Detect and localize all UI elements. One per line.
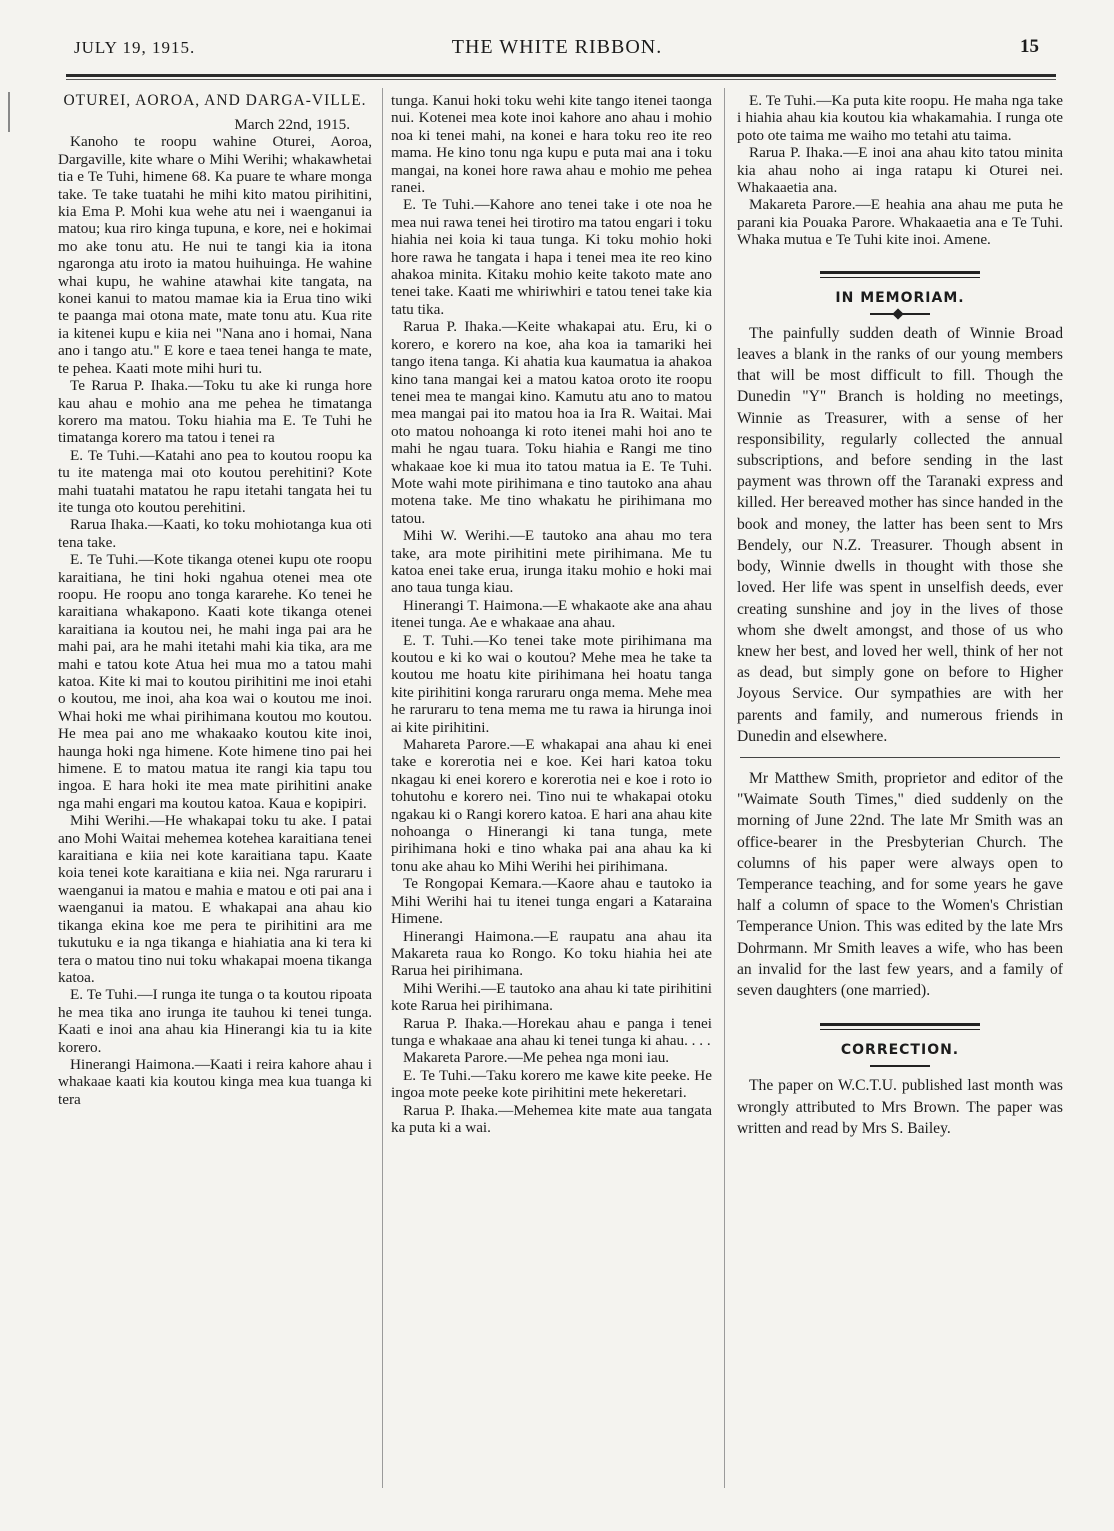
paragraph: E. T. Tuhi.—Ko tenei take mote pirihimana ma koutou e ki ko wai o koutou? Mehe mea he take ta koutou me hoatu kite pirihimana hei hoatu tanga kite pirihitini konga raruraru onga mema. Mehe mea he raruraru to tena mema me tu rawa ia hirunga inoi ai kite pirihitini.	[391, 631, 712, 736]
paragraph: E. Te Tuhi.—I runga ite tunga o ta koutou ripoata he mea tika ano irunga ite tauhou ki tenei tunga. Kaati e inoi ana ahau kia Hinerangi kia tu ia kite korero.	[58, 986, 372, 1056]
paragraph: Rarua P. Ihaka.—E inoi ana ahau kito tatou minita kia ahau noho ai inga ratapu ki Oturei nei. Whakaaetia ana.	[737, 144, 1063, 197]
paragraph: Kanoho te roopu wahine Oturei, Aoroa, Dargaville, kite whare o Mihi Werihi; whakawhetai tia e Te Tuhi, himene 68. Ka puare te whare monga take. Te take tuatahi he mihi kito matou pirihitini, kia Ema P. Mohi kua wehe atu nei i waenganui ia matou; kua riro kinga tupuna, e kore, nei e hokimai mo ake tonu atu. He nui te tangi kia ia itona ngaronga atu iroto ia matou huihuinga. He wahine whai kupu, he wahine atawhai kite tangata, na konei kanui to matou mamae kia ia Erua tino wiki te paanga mai otona mate, mate tonu atu. Kua rite ia kitenei kupu e kiia nei "Nana ano i homai, Nana ano i tango atu." E kore e taea tenei hanga te mate, te pehea. Kaati mote mihi huri tu.	[58, 133, 372, 377]
paragraph: Te Rongopai Kemara.—Kaore ahau e tautoko ia Mihi Werihi hai tu itenei tunga engari a Kataraina Himene.	[391, 875, 712, 928]
paragraph: Rarua P. Ihaka.—Horekau ahau e panga i tenei tunga e whakaae ana ahau ki tenei tunga ki ahau. . . .	[391, 1014, 712, 1049]
correction-heading: CORRECTION.	[840, 1042, 960, 1059]
ornament-divider	[870, 313, 930, 315]
paragraph: Te Rarua P. Ihaka.—Toku tu ake ki runga hore kau ahau e mohio ana me pehea he timatanga korero ma matou. Toku hiahia ma E. Te Tuhi he timatanga korero ma tatou i tenei ra	[58, 377, 372, 447]
paragraph: E. Te Tuhi.—Katahi ano pea to koutou roopu ka tu ite matenga mai oto koutou perehitini? Kote mahi tuatahi matatou he rapu itetahi tangata hei tu ite tunga oto koutou perehitini.	[58, 446, 372, 516]
column-2	[391, 92, 712, 1136]
section-divider	[820, 1023, 980, 1030]
issue-date: JULY 19, 1915.	[74, 38, 196, 57]
paragraph: Rarua P. Ihaka.—Mehemea kite mate aua tangata ka puta ki a wai.	[391, 1101, 712, 1136]
paragraph: tunga. Kanui hoki toku wehi kite tango itenei taonga nui. Kotenei mea kote inoi kahore ano ahau i mohio noa ki tenei mahi, na konei e hara toku reo ite reo mama. He kino tonu nga kupu e puta mai ana i toku mangai, na konei hore rawa ahau e mohio me pehea ranei.	[391, 92, 712, 197]
paragraph: Makareta Parore.—Me pehea nga moni iau.	[403, 1049, 670, 1067]
paragraph: E. Te Tuhi.—Taku korero me kawe kite peeke. He ingoa mote peeke kote pirihitini mete hekeretari.	[391, 1066, 712, 1102]
paragraph: Hinerangi Haimona.—E raupatu ana ahau ita Makareta raua ko Rongo. Ko toku hiahia hei ate Rarua hei pirihimana.	[391, 927, 712, 980]
paragraph: Mihi W. Werihi.—E tautoko ana ahau mo tera take, ara mote pirihitini mete pirihimana. Me tu katoa enei take erua, irunga itaku mohio e hoki mai ano taua tunga kiau.	[391, 527, 712, 597]
header-rule-thin	[66, 79, 1056, 80]
paragraph: Hinerangi Haimona.—Kaati i reira kahore ahau i whakaae kaati kia koutou kinga mea kua tuanga ki tera	[58, 1055, 372, 1108]
section-divider	[820, 271, 980, 278]
paragraph: Rarua P. Ihaka.—Keite whakapai atu. Eru, ki o korero, e korero na koe, aha koa ia tamariki hei tango itena tanga. Ki ahatia kua kaumatua ia ahakoa kino tana mangai kei a matou katoa oroto ite roopu tenei mea te mangai kino. Kamutu atu ano to matou mea mangai pai ito matou hoa ia Ira R. Waitai. Mai oto matou nohoanga ki roto itenei mahi hoi ano te mahi he ngau tuara. Toku hiahia e Rangi me tino whakaae koe ki mua ito tatou matua ia E. Te Tuhi. Mote wahi mote pirihimana e tino tautoko ana ahau motena take. Me tino whakatu he pirihimana mo tatou.	[391, 318, 712, 527]
paragraph: E. Te Tuhi.—Kote tikanga otenei kupu ote roopu karaitiana, he tini hoki ngahua otenei mea ote roopu. He roopu ano tonga kararehe. Ko tenei he karaitiana whakapono. Kaati kote tikanga otenei karaitiana ia koutou nei, he mahi inga pai ara he mahi pai, ara he mahi itetahi mahi kia tika, ara me mahi e tatou kote Atua hei mua mo a tatou mahi katoa. Kite ki mai to koutou pirihitini me inoi etahi o koutou, me inoi, aha koa wai o koutou me inoi. Whai hoki me whai pirihimana koutou mo koutou. He mea pai ano me whakaako koutou kite inoi, haunga hoki nga himene. Kote himene tino pai hei himene. E to matou matua ite rangi kia tapu tou ingoa. E hara hoki ite mea mate pirihitini anake nga mahi engari ma koutou katoa. Kaua e kopipiri.	[58, 551, 372, 812]
paragraph: Rarua Ihaka.—Kaati, ko toku mohiotanga kua oti tena take.	[58, 516, 372, 551]
memoriam-paragraph: The painfully sudden death of Winnie Broad leaves a blank in the ranks of our young members that will be most difficult to fill. Though the Dunedin "Y" Branch is holding no meetings, Winnie as Treasurer, with a sense of her responsibility, regularly collected the annual subscriptions, and before sending in the last payment was thrown off the Taranaki express and killed. Her bereaved mother has since handed in the book and money, the latter has been sent to Mrs Bendely, our N.Z. Treasurer. Though absent in body, Winnie dwells in thought with those she loved. Her life was spent in unselfish deeds, ever creating sunshine and joy in the lives of those whom she dwelt amongst, and those of us who knew her best, and loved her well, think of her not as dead, but simply gone on before to Higher Joyous Service. Our sympathies are with her parents and family, and numerous friends in Dunedin and elsewhere.	[737, 324, 1063, 745]
memoriam-paragraph: Mr Matthew Smith, proprietor and editor of the "Waimate South Times," died suddenly on the morning of June 22nd. The late Mr Smith was an office-bearer in the Presbyterian Church. The columns of his paper were always open to Temperance teaching, and for some years he gave half a column of space to the Women's Christian Temperance Union. This was edited by the late Mrs Dohrmann. Mr Smith leaves a wife, who has been an invalid for the last few years, and a family of seven daughters (one married).	[737, 769, 1063, 999]
paragraph: Mihi Werihi.—He whakapai toku tu ake. I patai ano Mohi Waitai mehemea kotehea karaitiana tenei karaitiana e kiia nei kote karaitiana tapu. Kaate koia tenei kote karaitiana e kiia nei. Nga raruraru i waenganui ia matou e mahia e matou e oti pai ana i waenganui ia matou. E whakapai ana ahau kio tikanga ekina koe me pera te pirihitini ara me tukutuku e ia nga tikanga e hiahiatia ana ki tera ki tera o matou tino nui toku whakapai moena tikanga katoa.	[58, 812, 372, 986]
heading-rule	[870, 1065, 930, 1067]
in-memoriam-heading: IN MEMORIAM.	[835, 289, 965, 306]
paragraph: E. Te Tuhi.—Ka puta kite roopu. He maha nga take i hiahia ahau kia koutou kia whakamahia. I runga ote poto ote taima me waiho mo tetahi atu taima.	[737, 92, 1063, 144]
page-number: 15	[1020, 36, 1039, 57]
correction-paragraph: The paper on W.C.T.U. published last month was wrongly attributed to Mrs Brown. The paper was written and read by Mrs S. Bailey.	[737, 1077, 1063, 1137]
column-divider	[382, 88, 383, 1488]
column-3	[737, 92, 1063, 1139]
paragraph: E. Te Tuhi.—Kahore ano tenei take i ote noa he mea nui rawa tenei hei tirotiro ma tatou engari i toku hiahia nei koia ki taua tunga. Ki toku mohio hoki hore rawa he tangata i hapa i tenei mea ite reo kino ahakoa minita. Kitaku mohio keite takoto mate ano tenei take. Kaati me whiriwhiri e tatou tenei take kia tatu tika.	[391, 196, 712, 318]
paragraph: Mahareta Parore.—E whakapai ana ahau ki enei take e korerotia nei e koe. Kei hari katoa toku nkagau ki enei korero e korerotia nei e koe i roto io tohutohu e korero nei. Tino nui te whakapai otoku ngakau ki o Rangi korero katoa. E hari ana ahau kite nohoanga o Hinerangi ki tana tunga, mete pirihimana hoki e tino whaka pai ana ahau ka ki tonu ake ahau ko Mihi Werihi hei pirihimana.	[391, 736, 712, 875]
paragraph: Mihi Werihi.—E tautoko ana ahau ki tate pirihitini kote Rarua hei pirihimana.	[391, 979, 712, 1015]
article-title: OTUREI, AOROA, AND DARGA-VILLE.	[63, 92, 367, 109]
article-dateline: March 22nd, 1915.	[234, 116, 350, 133]
header-rule	[66, 74, 1056, 77]
paragraph-rule	[740, 757, 1060, 758]
page-edge-mark	[8, 92, 10, 132]
paragraph: Hinerangi T. Haimona.—E whakaote ake ana ahau itenei tunga. Ae e whakaae ana ahau.	[391, 596, 712, 632]
publication-title: THE WHITE RIBBON.	[451, 36, 663, 58]
column-1	[58, 92, 372, 1108]
column-divider	[724, 88, 725, 1488]
paragraph: Makareta Parore.—E heahia ana ahau me puta he parani kia Pouaka Parore. Whakaaetia ana e Te Tuhi. Whaka mutua e Te Tuhi kite inoi. Amene.	[737, 196, 1063, 249]
